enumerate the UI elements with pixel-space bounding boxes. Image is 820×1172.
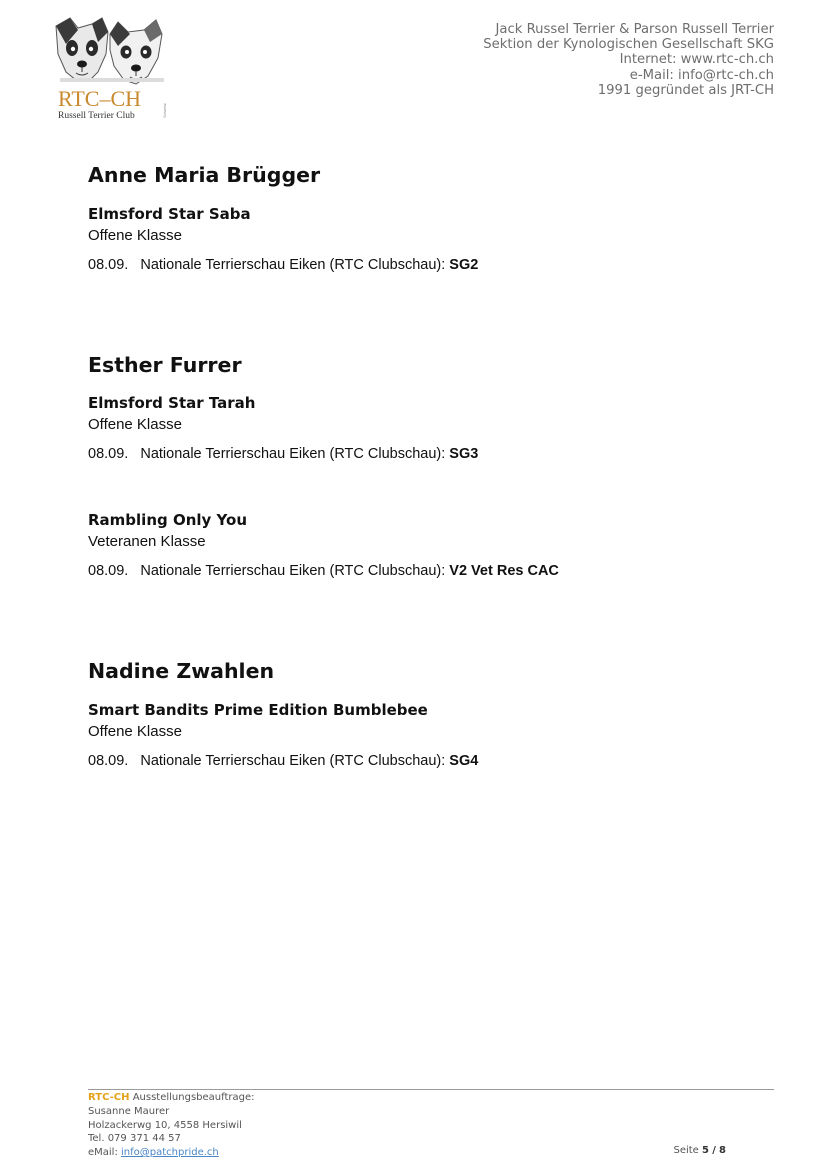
page-separator: / xyxy=(712,1145,716,1156)
owner-name: Esther Furrer xyxy=(88,353,242,377)
logo-brand-text: RTC–CH xyxy=(58,86,142,111)
page-label: Seite xyxy=(673,1145,699,1156)
result-event: Nationale Terrierschau Eiken (RTC Clubschau): xyxy=(140,753,446,769)
dog-name: Elmsford Star Saba xyxy=(88,205,251,223)
footer-email-line xyxy=(88,1146,255,1160)
terrier-illustration xyxy=(48,14,178,122)
footer-brand: RTC-CH xyxy=(88,1092,130,1103)
footer-divider xyxy=(88,1089,774,1090)
dog-class: Veteranen Klasse xyxy=(88,533,206,550)
header-line-breeds: Jack Russel Terrier & Parson Russell Terrier xyxy=(495,22,774,37)
header-line-section: Sektion der Kynologischen Gesellschaft SKG xyxy=(483,37,774,53)
footer-role-line xyxy=(88,1091,255,1105)
result-date: 08.09. xyxy=(88,446,129,462)
club-logo xyxy=(48,14,178,122)
dog-name: Elmsford Star Tarah xyxy=(88,394,256,412)
club-header-info xyxy=(483,22,774,98)
owner-name: Nadine Zwahlen xyxy=(88,659,275,683)
header-line-email: e-Mail: info@rtc-ch.ch xyxy=(629,67,774,83)
show-result xyxy=(88,753,478,769)
dog-entry xyxy=(88,205,478,273)
footer-contact-name: Susanne Maurer xyxy=(88,1105,170,1117)
show-result xyxy=(88,446,478,462)
result-event: Nationale Terrierschau Eiken (RTC Clubschau): xyxy=(140,446,446,462)
result-date: 08.09. xyxy=(88,563,129,579)
result-grade: SG4 xyxy=(449,753,479,769)
dog-class: Offene Klasse xyxy=(88,227,182,244)
dog-class: Offene Klasse xyxy=(88,416,182,433)
page-total: 8 xyxy=(719,1145,726,1156)
footer-phone: Tel. 079 371 44 57 xyxy=(88,1133,181,1145)
page-current: 5 xyxy=(702,1145,709,1156)
dog-entry xyxy=(88,394,478,462)
result-date: 08.09. xyxy=(88,257,129,273)
result-grade: SG3 xyxy=(449,446,479,462)
result-date: 08.09. xyxy=(88,753,129,769)
result-event: Nationale Terrierschau Eiken (RTC Clubschau): xyxy=(140,257,446,273)
footer-role: Ausstellungsbeauftrage: xyxy=(132,1092,255,1103)
dog-entry xyxy=(88,701,478,769)
footer-contact xyxy=(88,1091,255,1160)
logo-subtitle: Russell Terrier Club xyxy=(58,111,135,121)
show-result xyxy=(88,563,559,579)
footer-address: Holzackerwg 10, 4558 Hersiwil xyxy=(88,1119,242,1131)
show-result xyxy=(88,257,478,273)
owner-section xyxy=(88,659,274,683)
logo-side-text: Schweiz xyxy=(162,103,167,118)
result-event: Nationale Terrierschau Eiken (RTC Clubschau): xyxy=(140,563,446,579)
page-number xyxy=(673,1145,726,1156)
footer-email-label: eMail: xyxy=(88,1147,118,1159)
header-line-founded: 1991 gegründet als JRT-CH xyxy=(597,82,774,98)
dog-name: Smart Bandits Prime Edition Bumblebee xyxy=(88,701,428,719)
result-grade: V2 Vet Res CAC xyxy=(449,563,559,579)
dog-entry xyxy=(88,511,559,579)
result-grade: SG2 xyxy=(449,257,479,273)
dog-name: Rambling Only You xyxy=(88,511,248,529)
owner-section xyxy=(88,163,320,187)
owner-section xyxy=(88,353,242,377)
header-line-internet: Internet: www.rtc-ch.ch xyxy=(619,52,774,68)
owner-name: Anne Maria Brügger xyxy=(88,163,321,187)
dog-class: Offene Klasse xyxy=(88,723,182,740)
footer-email-link[interactable]: info@patchpride.ch xyxy=(121,1147,219,1159)
